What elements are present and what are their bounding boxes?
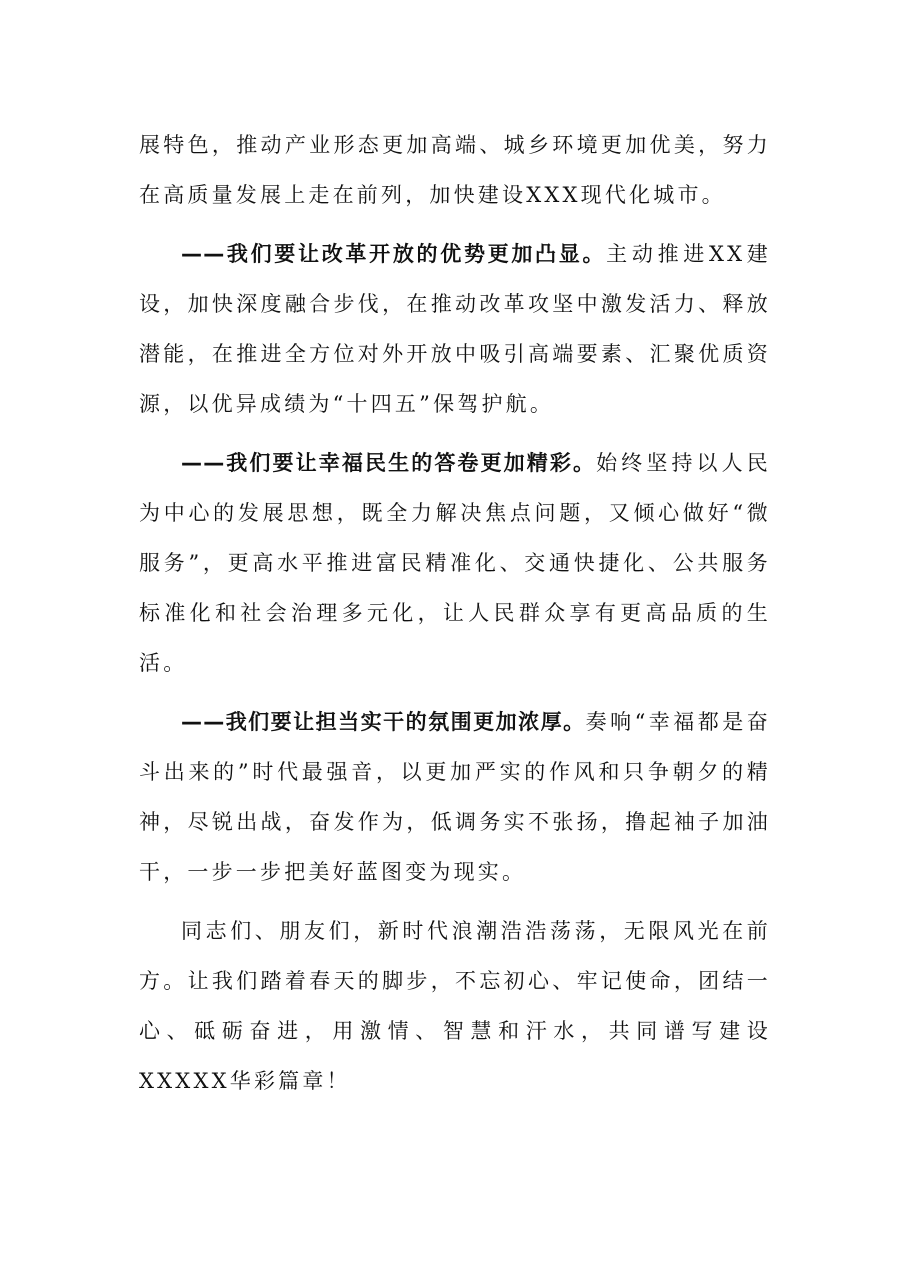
document-body (139, 120, 771, 1115)
paragraph-dedication (139, 697, 771, 897)
paragraph-lead: ——我们要让改革开放的优势更加凸显。 (181, 242, 607, 266)
paragraph-lead: ——我们要让幸福民生的答卷更加精彩。 (181, 451, 597, 475)
paragraph-text: 展特色，推动产业形态更加高端、城乡环境更加优美，努力在高质量发展上走在前列，加快建设XXX现代化城市。 (139, 133, 771, 207)
paragraph-text: 同志们、朋友们，新时代浪潮浩浩荡荡，无限风光在前方。让我们踏着春天的脚步，不忘初心、牢记使命，团结一心、砥砺奋进，用激情、智慧和汗水，共同谱写建设XXXXX华彩篇章！ (139, 919, 771, 1093)
paragraph-text: 主动推进XX建设，加快深度融合步伐，在推动改革攻坚中激发活力、释放潜能，在推进全方位对外开放中吸引高端要素、汇聚优质资源，以优异成绩为“十四五”保驾护航。 (139, 242, 771, 416)
paragraph-closing (139, 906, 771, 1106)
paragraph-reform-opening (139, 229, 771, 429)
paragraph-continuation (139, 120, 771, 220)
paragraph-text: 始终坚持以人民为中心的发展思想，既全力解决焦点问题，又倾心做好“微服务”，更高水平推进富民精准化、交通快捷化、公共服务标准化和社会治理多元化，让人民群众享有更高品质的生活。 (139, 451, 771, 675)
paragraph-text: 奏响“幸福都是奋斗出来的”时代最强音，以更加严实的作风和只争朝夕的精神，尽锐出战，奋发作为，低调务实不张扬，撸起袖子加油干，一步一步把美好蓝图变为现实。 (139, 710, 771, 884)
paragraph-lead: ——我们要让担当实干的氛围更加浓厚。 (181, 710, 586, 734)
paragraph-livelihood (139, 438, 771, 688)
